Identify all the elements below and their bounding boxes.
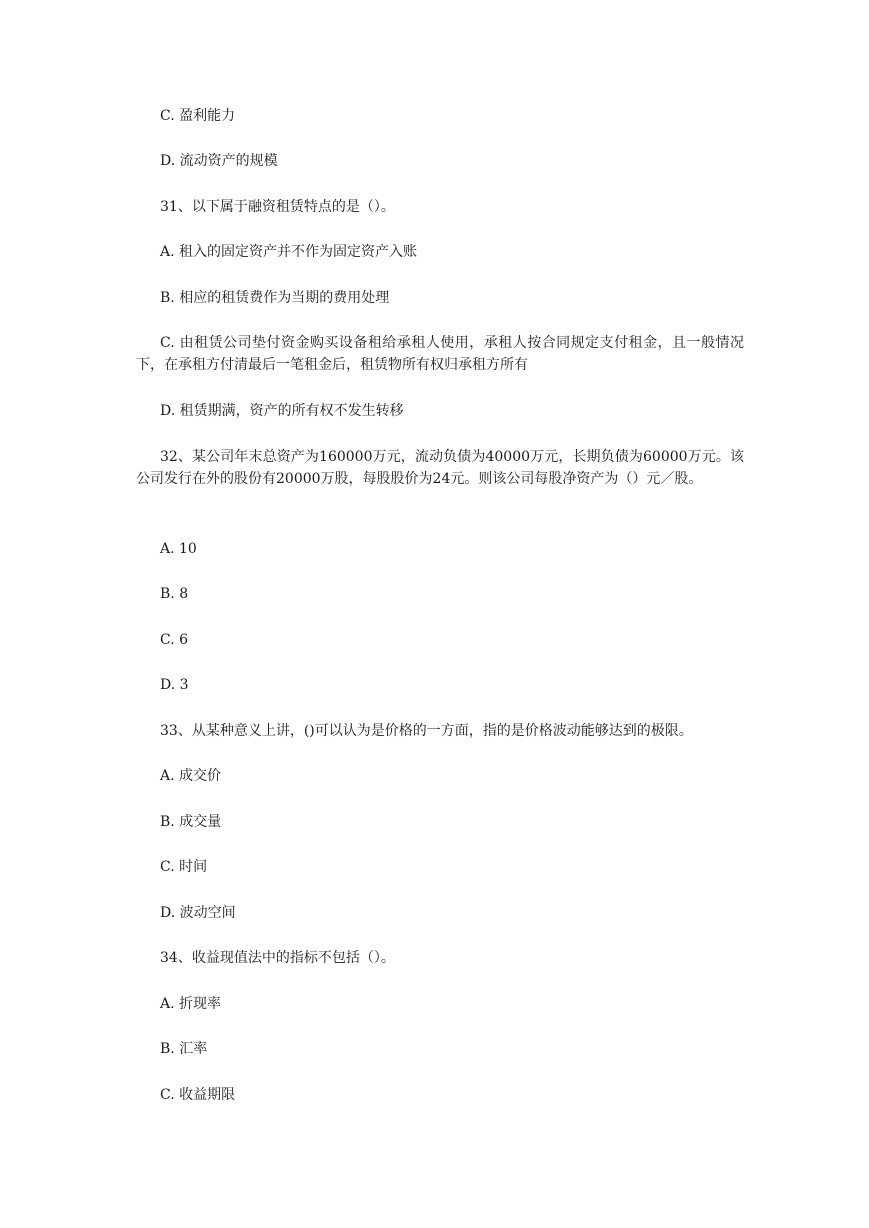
q33-option-d: D. 波动空间 [160, 905, 236, 921]
q32-option-c: C. 6 [160, 632, 189, 648]
q31-option-a: A. 租入的固定资产并不作为固定资产入账 [160, 244, 418, 260]
q32-option-a: A. 10 [160, 541, 197, 557]
q32-stem: 32、某公司年末总资产为160000万元，流动负债为40000万元，长期负债为60000万元。该公司发行在外的股份有20000万股，每股股价为24元。则该公司每股净资产为（）元／股。 [136, 449, 744, 487]
q32-option-d: D. 3 [160, 677, 189, 693]
q33-option-a: A. 成交价 [160, 768, 222, 784]
q34-stem: 34、收益现值法中的指标不包括（）。 [160, 950, 395, 966]
q33-option-c: C. 时间 [160, 859, 208, 875]
q30-option-d: D. 流动资产的规模 [160, 153, 278, 169]
q34-option-c: C. 收益期限 [160, 1087, 236, 1103]
q31-option-c: C. 由租赁公司垫付资金购买设备租给承租人使用，承租人按合同规定支付租金，且一般情况下，在承租方付清最后一笔租金后，租赁物所有权归承租方所有 [136, 335, 744, 373]
q33-option-b: B. 成交量 [160, 814, 222, 830]
q34-option-a: A. 折现率 [160, 996, 222, 1012]
q32-option-b: B. 8 [160, 586, 189, 602]
q31-option-b: B. 相应的租赁费作为当期的费用处理 [160, 290, 390, 306]
q31-stem: 31、以下属于融资租赁特点的是（）。 [160, 199, 395, 215]
q34-option-b: B. 汇率 [160, 1041, 208, 1057]
q33-stem: 33、从某种意义上讲，()可以认为是价格的一方面，指的是价格波动能够达到的极限。 [160, 723, 693, 739]
q31-option-d: D. 租赁期满，资产的所有权不发生转移 [160, 403, 404, 419]
q30-option-c: C. 盈利能力 [160, 108, 236, 124]
